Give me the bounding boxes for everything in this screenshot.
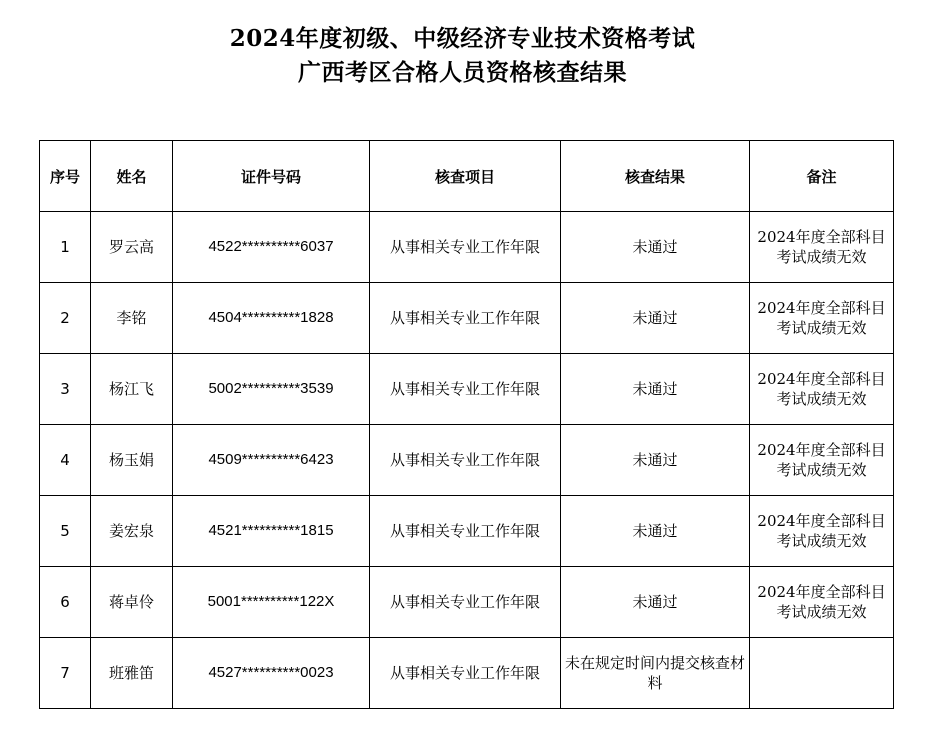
- cell-item: 从事相关专业工作年限: [370, 496, 561, 567]
- cell-seq: 5: [40, 496, 91, 567]
- cell-result: 未通过: [561, 354, 750, 425]
- table-row: [40, 496, 894, 567]
- table-row: [40, 638, 894, 709]
- cell-name: 蒋卓伶: [91, 567, 173, 638]
- cell-id: 4521**********1815: [173, 496, 370, 567]
- cell-note: 2024年度全部科目考试成绩无效: [750, 212, 894, 283]
- cell-note: 2024年度全部科目考试成绩无效: [750, 354, 894, 425]
- cell-seq: 4: [40, 425, 91, 496]
- table-row: [40, 425, 894, 496]
- title-line-1: 2024年度初级、中级经济专业技术资格考试: [229, 25, 696, 52]
- table-row: [40, 283, 894, 354]
- cell-item: 从事相关专业工作年限: [370, 283, 561, 354]
- cell-name: 罗云高: [91, 212, 173, 283]
- cell-seq: 3: [40, 354, 91, 425]
- cell-name: 班雅笛: [91, 638, 173, 709]
- cell-note: 2024年度全部科目考试成绩无效: [750, 425, 894, 496]
- cell-item: 从事相关专业工作年限: [370, 638, 561, 709]
- cell-note: 2024年度全部科目考试成绩无效: [750, 567, 894, 638]
- cell-result: 未通过: [561, 496, 750, 567]
- header-result: 核查结果: [561, 141, 750, 212]
- cell-note: [750, 638, 894, 709]
- cell-seq: 2: [40, 283, 91, 354]
- result-table: [39, 140, 894, 709]
- header-item: 核查项目: [370, 141, 561, 212]
- header-seq: 序号: [40, 141, 91, 212]
- table-row: [40, 354, 894, 425]
- header-note: 备注: [750, 141, 894, 212]
- cell-name: 杨玉娟: [91, 425, 173, 496]
- cell-name: 李铭: [91, 283, 173, 354]
- cell-id: 4509**********6423: [173, 425, 370, 496]
- header-name: 姓名: [91, 141, 173, 212]
- cell-id: 5002**********3539: [173, 354, 370, 425]
- cell-result: 未通过: [561, 283, 750, 354]
- header-id: 证件号码: [173, 141, 370, 212]
- table-header-row: [40, 141, 894, 212]
- cell-id: 5001**********122X: [173, 567, 370, 638]
- cell-item: 从事相关专业工作年限: [370, 354, 561, 425]
- cell-seq: 7: [40, 638, 91, 709]
- cell-item: 从事相关专业工作年限: [370, 212, 561, 283]
- table-row: [40, 212, 894, 283]
- cell-result: 未在规定时间内提交核查材料: [561, 638, 750, 709]
- document-title: [0, 22, 925, 90]
- cell-item: 从事相关专业工作年限: [370, 425, 561, 496]
- cell-result: 未通过: [561, 212, 750, 283]
- cell-note: 2024年度全部科目考试成绩无效: [750, 496, 894, 567]
- cell-result: 未通过: [561, 567, 750, 638]
- table-row: [40, 567, 894, 638]
- cell-seq: 1: [40, 212, 91, 283]
- cell-note: 2024年度全部科目考试成绩无效: [750, 283, 894, 354]
- title-line-2: 广西考区合格人员资格核查结果: [298, 59, 627, 86]
- cell-result: 未通过: [561, 425, 750, 496]
- cell-name: 杨江飞: [91, 354, 173, 425]
- cell-id: 4522**********6037: [173, 212, 370, 283]
- cell-id: 4527**********0023: [173, 638, 370, 709]
- cell-name: 姜宏泉: [91, 496, 173, 567]
- cell-item: 从事相关专业工作年限: [370, 567, 561, 638]
- cell-seq: 6: [40, 567, 91, 638]
- cell-id: 4504**********1828: [173, 283, 370, 354]
